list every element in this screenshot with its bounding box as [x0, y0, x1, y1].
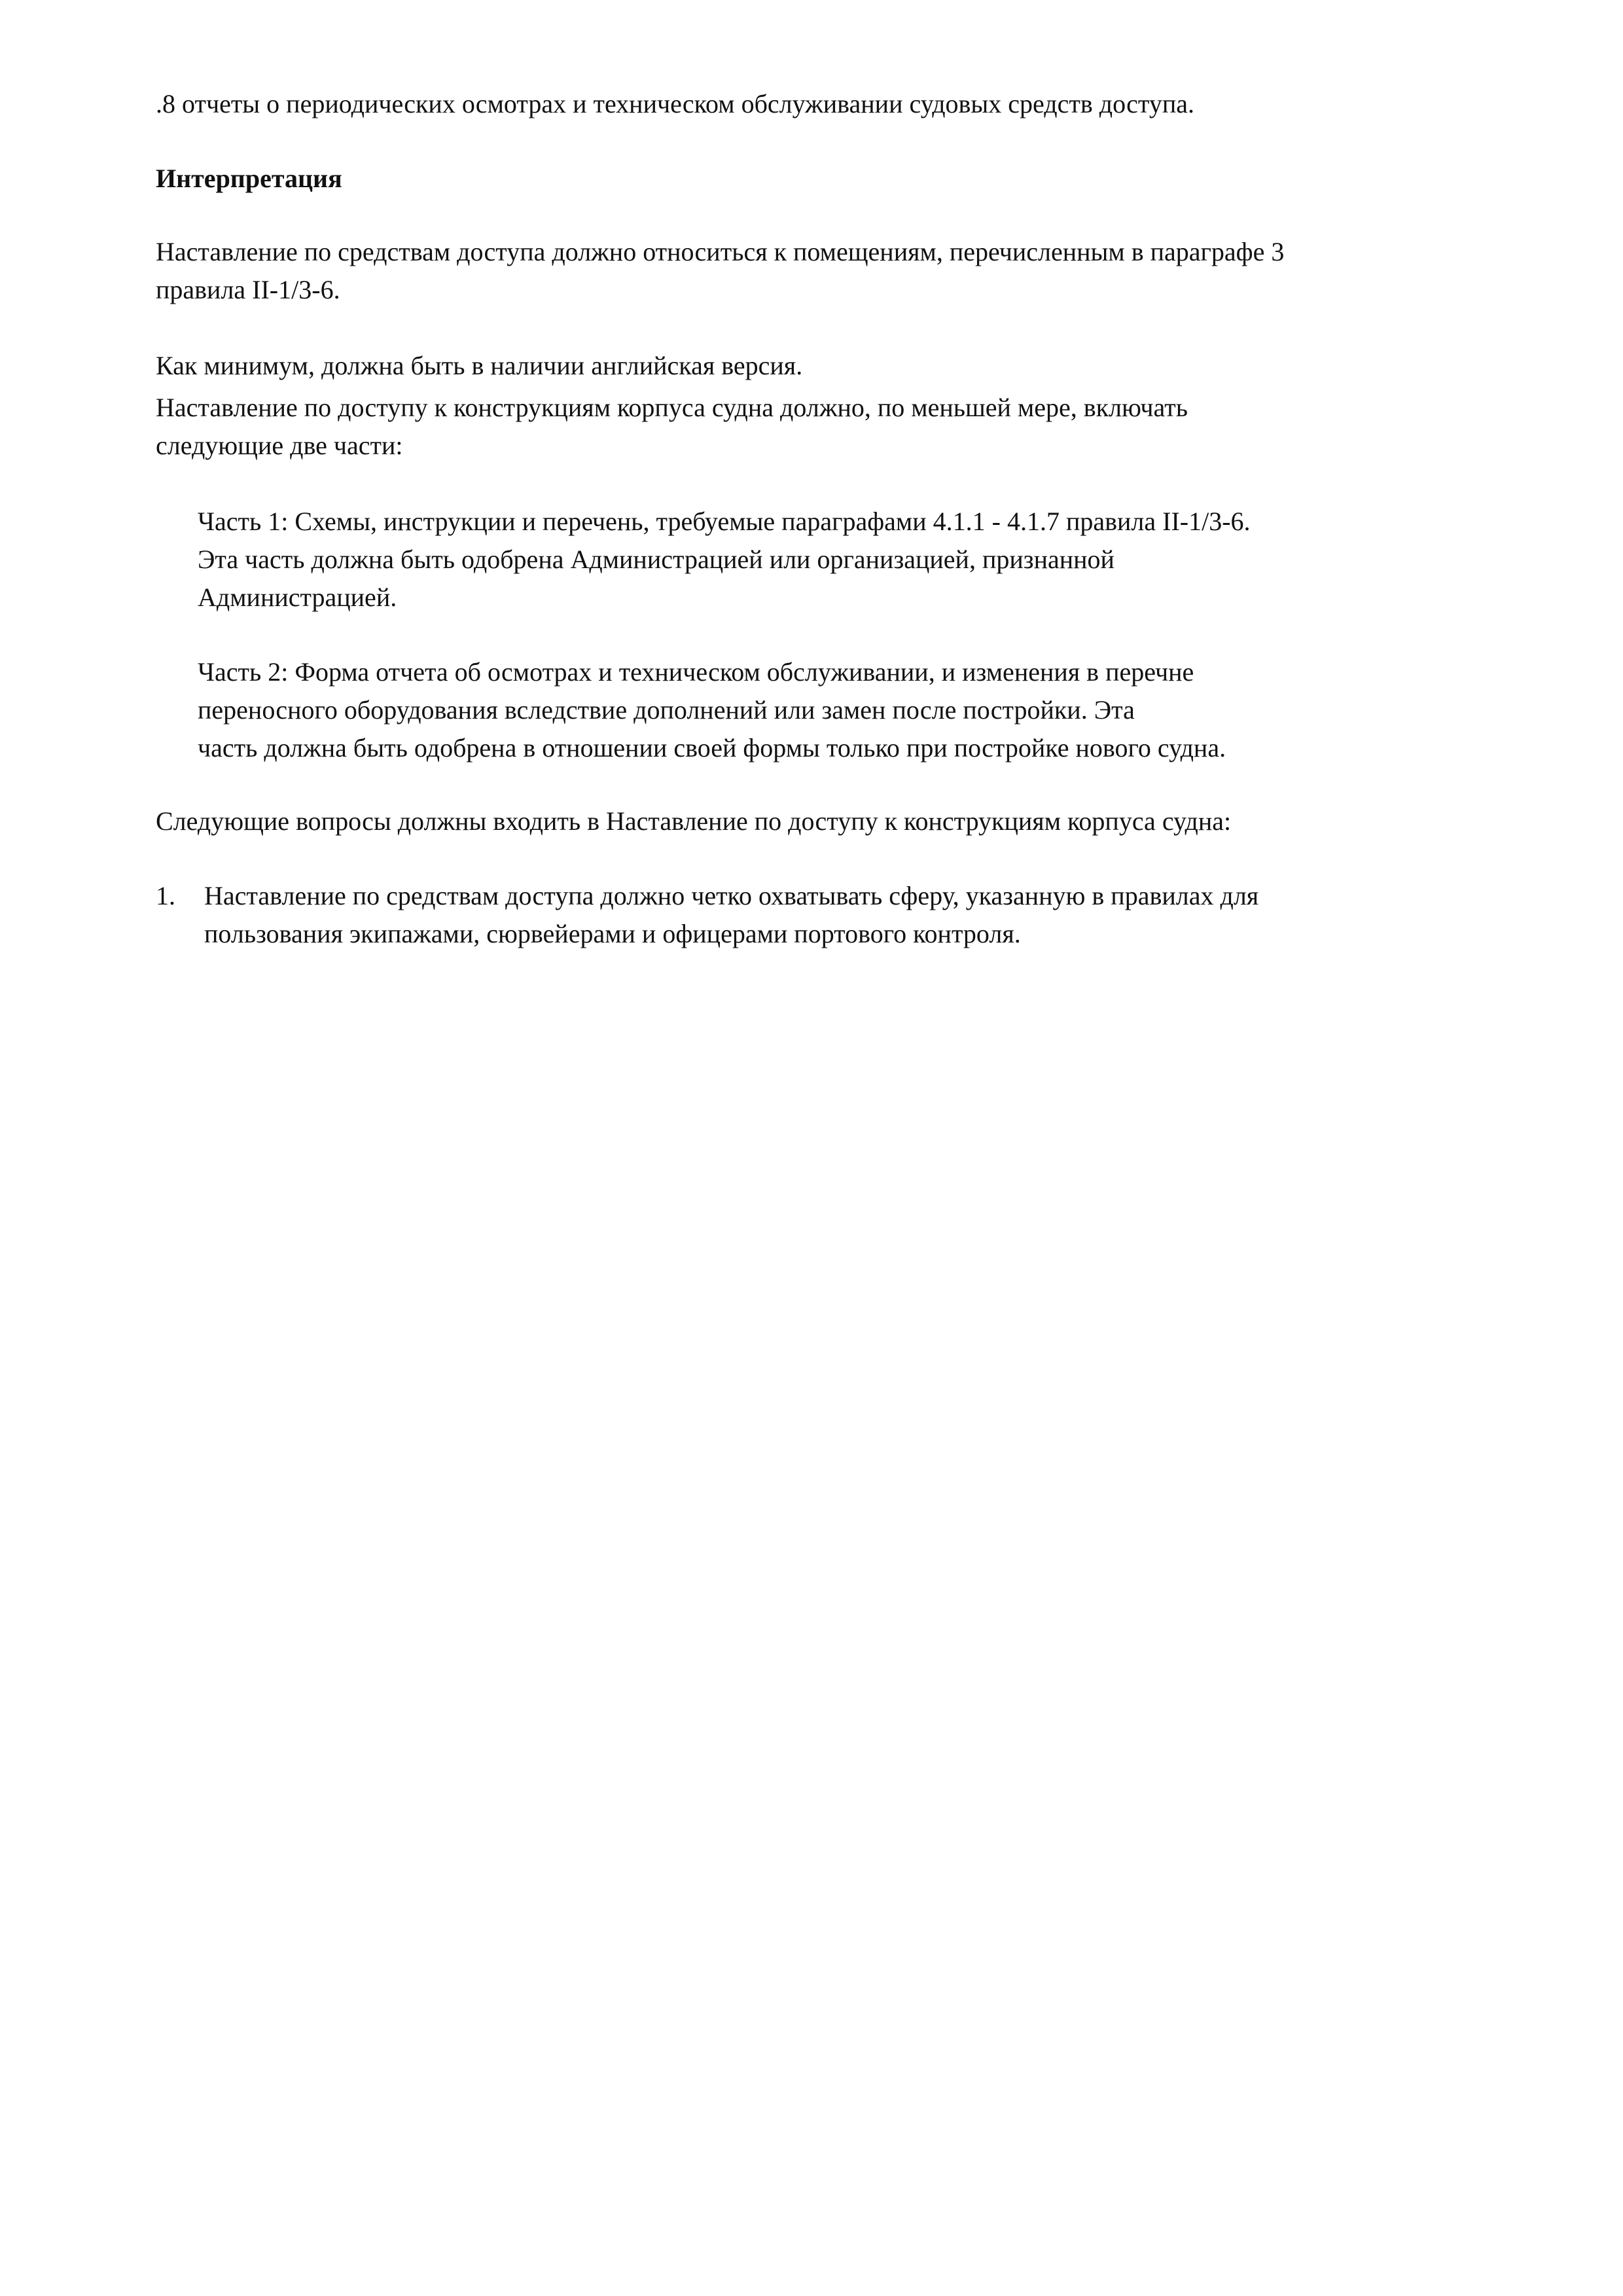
paragraph-scope-line-2: правила II-1/3-6. [156, 275, 340, 304]
list-item-line-1: Наставление по средствам доступа должно четко охватывать сферу, указанную в правилах для [204, 881, 1259, 910]
part-1-block [198, 503, 1251, 617]
item-8-text: .8 отчеты о периодических осмотрах и техническом обслуживании судовых средств доступа. [156, 89, 1194, 118]
paragraph-scope [156, 233, 1284, 309]
part-2-line-3: часть должна быть одобрена в отношении своей формы только при постройке нового судна. [198, 733, 1226, 762]
paragraph-scope-line-1: Наставление по средствам доступа должно относиться к помещениям, перечисленным в параграфе 3 [156, 237, 1285, 266]
part-1-line-3: Администрацией. [198, 583, 397, 612]
paragraph-english-version: Как минимум, должна быть в наличии английская версия. [156, 351, 803, 380]
paragraph-two-parts-line-2: следующие две части: [156, 431, 403, 460]
paragraph-two-parts-line-1: Наставление по доступу к конструкциям корпуса судна должно, по меньшей мере, включать [156, 393, 1188, 422]
section-heading: Интерпретация [156, 164, 342, 193]
paragraph-two-parts [156, 389, 1188, 465]
part-2-line-1: Часть 2: Форма отчета об осмотрах и техническом обслуживании, и изменения в перечне [198, 657, 1194, 687]
part-1-line-1: Часть 1: Схемы, инструкции и перечень, требуемые параграфами 4.1.1 - 4.1.7 правила II-1/3-6. [198, 507, 1251, 536]
list-item-marker: 1. [156, 881, 175, 910]
list-item [156, 877, 1465, 956]
part-2-block [198, 653, 1226, 767]
part-2-line-2: переносного оборудования вследствие дополнений или замен после постройки. Эта [198, 695, 1135, 725]
list-item-line-2: пользования экипажами, сюрвейерами и офицерами портового контроля. [204, 919, 1021, 948]
paragraph-questions: Следующие вопросы должны входить в Наставление по доступу к конструкциям корпуса судна: [156, 806, 1232, 836]
part-1-line-2: Эта часть должна быть одобрена Администрацией или организацией, признанной [198, 545, 1115, 574]
list-item-body [204, 877, 1258, 953]
